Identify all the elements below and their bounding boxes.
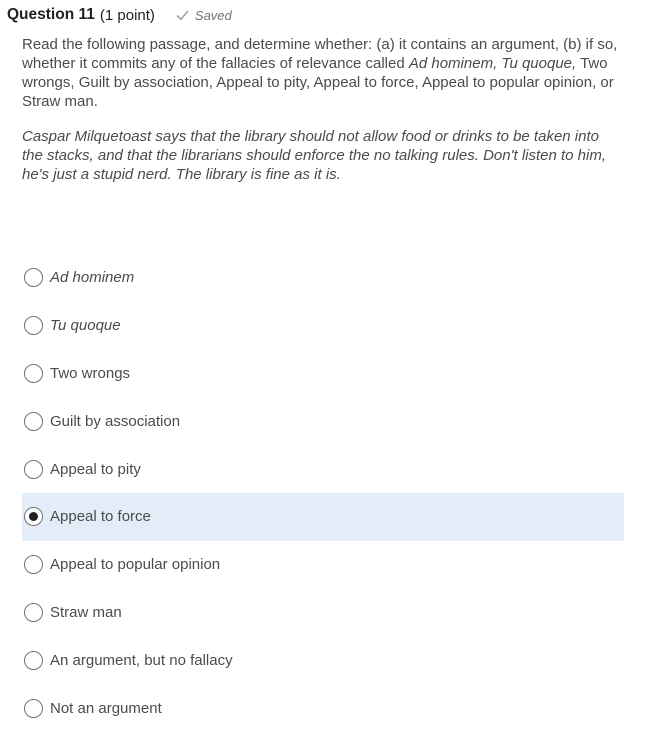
question-header: [7, 5, 232, 25]
option-label: Not an argument: [50, 699, 162, 717]
radio-button[interactable]: [24, 603, 43, 622]
radio-button[interactable]: [24, 268, 43, 287]
question-passage: Caspar Milquetoast says that the library should not allow food or drinks to be taken into the stacks, and that the librarians should enforce the no talking rules. Don't listen to him, he's just a stupid nerd. The library is fine as it is.: [22, 128, 607, 183]
option-ad-hominem[interactable]: [22, 254, 624, 302]
question-title: Question 11: [7, 6, 95, 23]
checkmark-icon: [176, 10, 189, 21]
radio-button[interactable]: [24, 555, 43, 574]
option-appeal-to-force[interactable]: [22, 493, 624, 541]
prompt-text-2: Two wrongs, Guilt by association, Appeal to pity, Appeal to force, Appeal to popular opinion, or Straw man.: [22, 55, 614, 110]
answer-options: [22, 254, 624, 732]
option-label: Guilt by association: [50, 412, 181, 430]
radio-dot: [29, 512, 38, 521]
radio-button[interactable]: [24, 364, 43, 383]
option-two-wrongs[interactable]: [22, 350, 624, 398]
prompt-text-1: Read the following passage, and determine whether: (a) it contains an argument, (b) if so, whether it commits any of the fallacies of relevance called: [22, 36, 618, 72]
option-tu-quoque[interactable]: [22, 302, 624, 350]
option-label: Appeal to pity: [50, 460, 141, 478]
radio-button[interactable]: [24, 460, 43, 479]
option-label: Ad hominem: [50, 269, 135, 287]
question-prompt: [22, 35, 622, 111]
prompt-italic-terms: Ad hominem, Tu quoque,: [408, 55, 577, 72]
option-argument-no-fallacy[interactable]: [22, 636, 624, 684]
radio-button[interactable]: [24, 412, 43, 431]
saved-label: Saved: [194, 7, 232, 23]
option-label: Appeal to force: [50, 508, 151, 526]
radio-button[interactable]: [24, 316, 43, 335]
option-appeal-to-pity[interactable]: [22, 445, 624, 493]
option-label: Two wrongs: [50, 364, 131, 382]
option-guilt-by-association[interactable]: [22, 397, 624, 445]
radio-button[interactable]: [24, 507, 43, 526]
option-label: An argument, but no fallacy: [50, 651, 233, 669]
option-label: Appeal to popular opinion: [50, 556, 221, 574]
option-label: Tu quoque: [50, 317, 121, 335]
option-not-an-argument[interactable]: [22, 684, 624, 732]
option-label: Straw man: [50, 603, 122, 621]
option-appeal-to-popular-opinion[interactable]: [22, 541, 624, 589]
option-straw-man[interactable]: [22, 589, 624, 637]
question-points: (1 point): [99, 6, 155, 24]
radio-button[interactable]: [24, 699, 43, 718]
radio-button[interactable]: [24, 651, 43, 670]
saved-status: [176, 8, 232, 23]
